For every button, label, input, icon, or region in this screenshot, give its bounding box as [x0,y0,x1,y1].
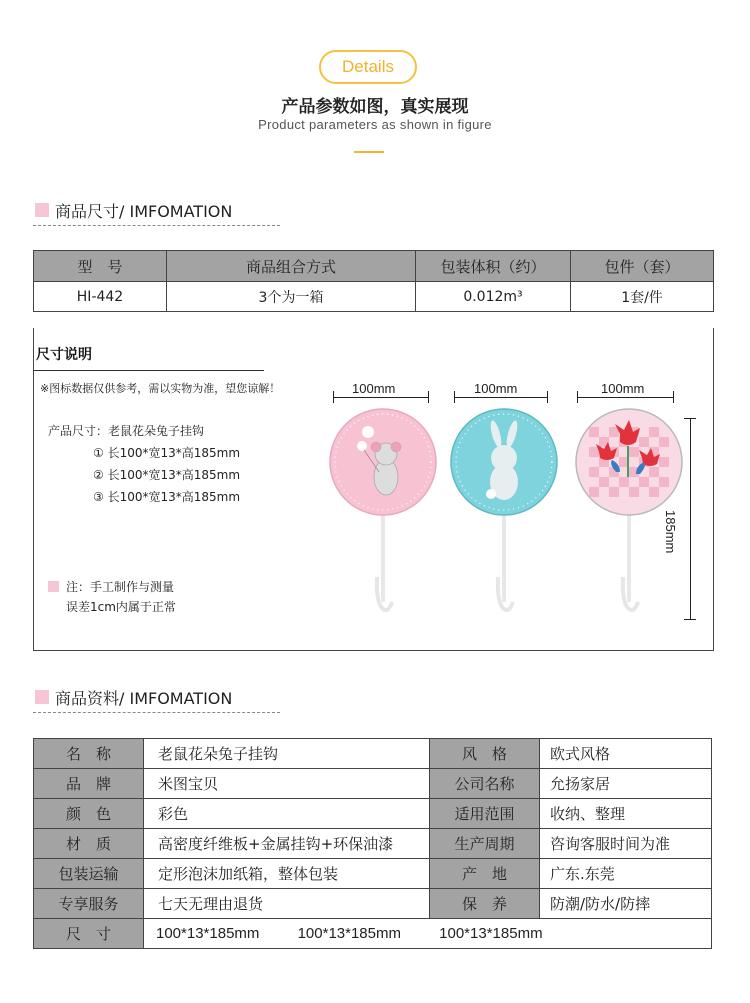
size-table [33,250,714,312]
hooks-illustration [324,402,684,622]
info-value: 彩色 [144,799,430,829]
size-cell-package: 1套/件 [571,282,714,312]
note-line-1: 注：手工制作与测量 [66,580,175,594]
spec-block [48,420,240,508]
info-value: 高密度纤维板+金属挂钩+环保油漆 [144,829,430,859]
size-cell-model: HI-442 [34,282,167,312]
spec-item: ② 长100*宽13*高185mm [93,468,241,482]
page-title: 产品参数如图，真实展现 [281,97,469,117]
divider [34,370,264,371]
dim-line [577,397,674,398]
info-label: 包装运输 [34,859,144,889]
info-value: 咨询客服时间为准 [540,829,712,859]
spec-item: ③ 长100*宽13*高185mm [93,490,241,504]
size-desc-title: 尺寸说明 [36,347,92,363]
size-header-model: 型 号 [34,251,167,282]
pink-square-icon [48,581,59,592]
info-value: 七天无理由退货 [144,889,430,919]
table-row [34,739,712,769]
info-value: 收纳、整理 [540,799,712,829]
table-row [34,829,712,859]
info-value: 米图宝贝 [144,769,430,799]
info-label: 名 称 [34,739,144,769]
table-row [34,799,712,829]
info-value: 防潮/防水/防摔 [540,889,712,919]
info-label: 适用范围 [430,799,540,829]
page-subtitle: Product parameters as shown in figure [258,117,492,132]
info-label: 专享服务 [34,889,144,919]
dimensions-cell [144,919,712,949]
size-header-package: 包件（套） [571,251,714,282]
spec-label: 产品尺寸：老鼠花朵兔子挂钩 [48,424,205,438]
info-table [33,738,712,949]
dim-tick [684,619,696,620]
info-label: 颜 色 [34,799,144,829]
pink-square-icon [35,690,49,704]
dimension-value: 100*13*185mm [439,925,543,942]
table-row [34,769,712,799]
info-label: 产 地 [430,859,540,889]
info-value: 欧式风格 [540,739,712,769]
disclaimer-text: ※图标数据仅供参考，需以实物为准，望您谅解！ [40,382,281,395]
table-row [34,859,712,889]
info-label: 材 质 [34,829,144,859]
dim-line [454,397,548,398]
height-label: 185mm [663,510,678,554]
width-label: 100mm [474,381,518,396]
info-label: 品 牌 [34,769,144,799]
spec-item: ① 长100*宽13*高185mm [93,446,241,460]
mouse-hook-image [330,409,436,610]
dimension-value: 100*13*185mm [297,925,401,942]
info-label: 风 格 [430,739,540,769]
divider [33,712,280,713]
info-value: 允扬家居 [540,769,712,799]
pink-square-icon [35,203,49,217]
divider [33,225,280,226]
rabbit-hook-image [451,409,557,610]
width-label: 100mm [352,381,396,396]
info-label: 生产周期 [430,829,540,859]
note-line-2: 误差1cm内属于正常 [66,600,176,614]
size-section-title: 商品尺寸/ IMFOMATION [55,202,233,221]
size-cell-volume: 0.012m³ [416,282,571,312]
details-badge: Details [319,50,417,84]
flower-hook-image [576,409,682,610]
info-label: 保 养 [430,889,540,919]
dim-line [333,397,429,398]
size-header-volume: 包装体积（约） [416,251,571,282]
size-header-combo: 商品组合方式 [167,251,416,282]
info-section-title: 商品资料/ IMFOMATION [55,689,233,708]
size-description-box [33,328,714,651]
info-label: 公司名称 [430,769,540,799]
info-label: 尺 寸 [34,919,144,949]
info-value: 广东.东莞 [540,859,712,889]
size-cell-combo: 3个为一箱 [167,282,416,312]
info-value: 定形泡沫加纸箱，整体包装 [144,859,430,889]
height-dim-line [690,418,691,620]
dimension-value: 100*13*185mm [156,925,260,942]
width-label: 100mm [601,381,645,396]
title-underline [354,151,384,153]
table-row [34,889,712,919]
table-row [34,919,712,949]
info-value: 老鼠花朵兔子挂钩 [144,739,430,769]
